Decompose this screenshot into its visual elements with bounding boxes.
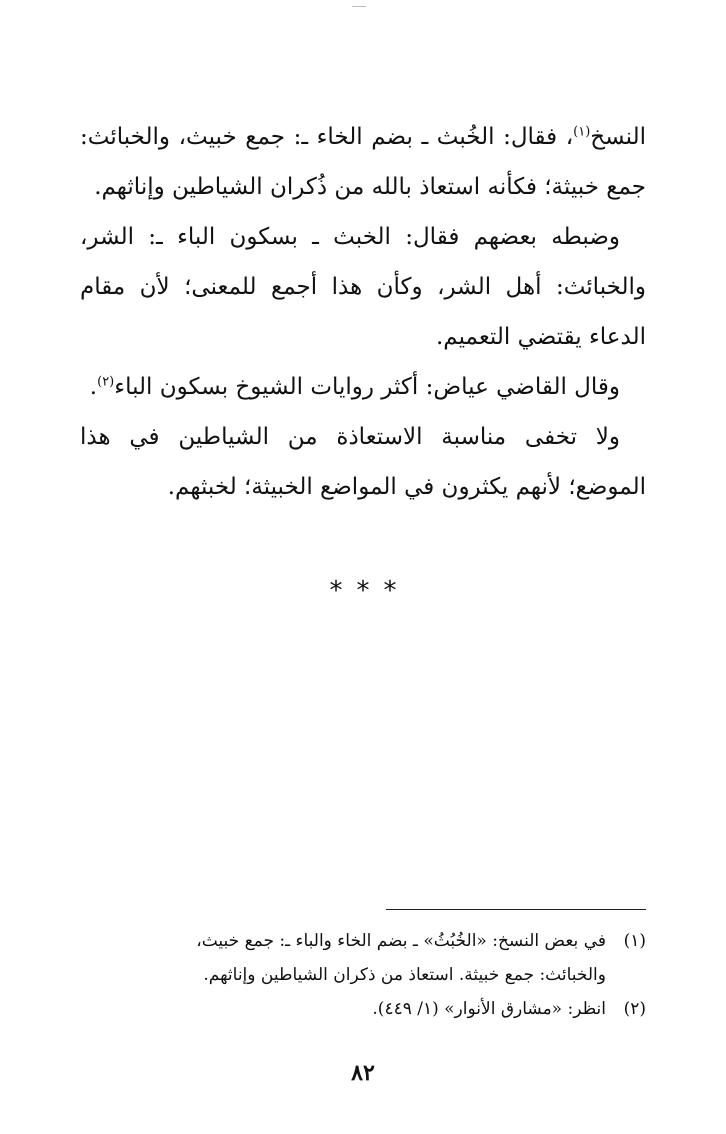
footnote-line: والخبائث: جمع خبيثة. استعاذ من ذكران الشياطين وإناثهم. [203,965,606,985]
footnotes [80,924,646,1026]
page-number: ٨٢ [351,1060,375,1086]
footnote-ref-2: (٢) [97,374,115,390]
footnote-text [80,924,606,992]
footnote-divider [386,909,646,910]
paragraph-2: وضبطه بعضهم فقال: الخبث ـ بسكون الباء ـ: الشر، والخبائث: أهل الشر، وكأن هذا أجمع للمعنى؛ لأن مقام الدعاء يقتضي التعميم. [80,224,646,350]
separator-star: * [383,576,397,606]
footnote-number: (١) [623,931,646,951]
main-text [80,112,646,512]
footnote-ref-1: (١) [573,124,591,140]
paragraph-1-start: النسخ [590,124,646,150]
paragraph-4: ولا تخفى مناسبة الاستعاذة من الشياطين في هذا الموضع؛ لأنهم يكثرون في المواضع الخبيثة؛ لخبثهم. [80,424,646,500]
paragraph-1 [80,112,646,212]
paragraph-3 [80,362,646,412]
separator-star: * [356,576,370,606]
footnote-2 [80,992,646,1026]
footnote-line: انظر: «مشارق الأنوار» (١/ ٤٤٩). [372,999,606,1019]
scan-mark [352,6,366,7]
footnote-text [80,992,606,1026]
section-separator [0,576,726,606]
paragraph-3-start: وقال القاضي عياض: أكثر روايات الشيوخ بسكون الباء [114,374,620,400]
footnote-number: (٢) [623,999,646,1019]
footnote-1 [80,924,646,992]
separator-star: * [329,576,343,606]
footnote-line: في بعض النسخ: «الخُبُثُ» ـ بضم الخاء والباء ـ: جمع خبيث، [196,931,606,951]
paragraph-1-rest: ، فقال: الخُبث ـ بضم الخاء ـ: جمع خبيث، والخبائث: جمع خبيثة؛ فكأنه استعاذ بالله من ذُكران الشياطين وإناثهم. [80,124,646,200]
paragraph-3-rest: . [89,374,98,400]
